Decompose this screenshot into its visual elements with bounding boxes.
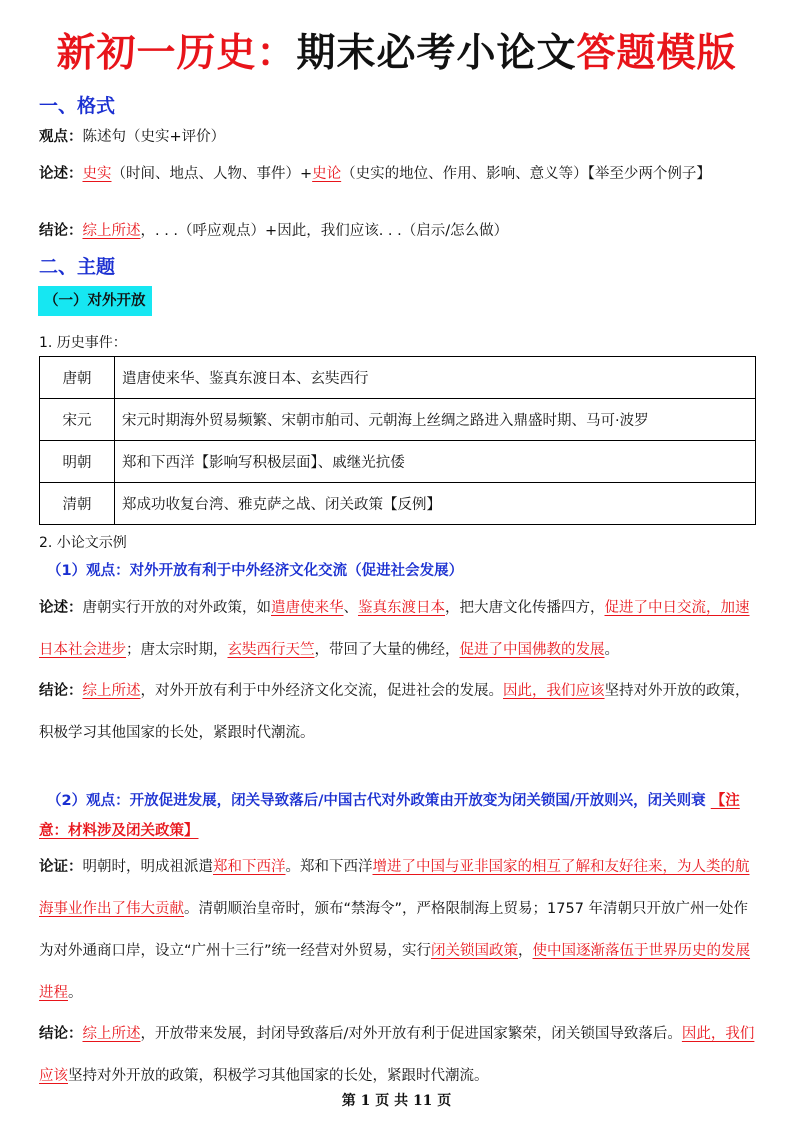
conclusion-summary: 综上所述 xyxy=(82,223,141,239)
ex2-highlight: 使中国逐渐落伍于世界历史的发展进程 xyxy=(39,943,751,1001)
ex1-arg-label: 论述： xyxy=(39,600,83,616)
table-row xyxy=(40,399,756,441)
ex1-text: ，对外开放有利于中外经济文化交流，促进社会的发展。 xyxy=(140,683,503,699)
ex1-highlight: 综上所述 xyxy=(82,683,141,699)
ex1-text: 。 xyxy=(604,642,619,658)
conclusion-label: 结论： xyxy=(39,223,83,239)
argument-theory-detail: （史实的地位、作用、影响、意义等）【举至少两个例子】 xyxy=(341,166,711,182)
title-part-1: 新初一历史： xyxy=(56,30,297,76)
events-label: 1. 历史事件： xyxy=(39,335,127,351)
ex1-con-label: 结论： xyxy=(39,683,83,699)
topic-heading: 二、主题 xyxy=(39,256,116,278)
ex1-highlight: 因此，我们应该 xyxy=(503,683,605,699)
ex2-text: 。郑和下西洋 xyxy=(285,859,373,875)
ex1-highlight: 玄奘西行天竺 xyxy=(227,642,315,658)
ex1-text: 、 xyxy=(343,600,358,616)
ex2-highlight: 因此，我们应该 xyxy=(39,1026,755,1084)
argument-fact: 史实 xyxy=(82,166,112,182)
ex2-arg-label: 论证： xyxy=(39,859,83,875)
events-cell: 郑和下西洋【影响写积极层面】、戚继光抗倭 xyxy=(115,441,756,483)
ex2-highlight: 闭关锁国政策 xyxy=(431,943,519,959)
dynasty-cell: 明朝 xyxy=(40,441,115,483)
ex1-text: ；唐太宗时期， xyxy=(126,642,228,658)
ex2-con-label: 结论： xyxy=(39,1026,83,1042)
ex2-text: ， xyxy=(518,943,533,959)
argument-fact-detail: （时间、地点、人物、事件）+ xyxy=(111,166,313,182)
table-row xyxy=(40,357,756,399)
viewpoint-label: 观点： xyxy=(39,129,83,145)
table-row xyxy=(40,483,756,525)
ex2-highlight: 郑和下西洋 xyxy=(213,859,286,875)
events-cell: 郑成功收复台湾、雅克萨之战、闭关政策【反例】 xyxy=(115,483,756,525)
format-viewpoint xyxy=(39,127,759,147)
viewpoint-text: 陈述句（史实+评价） xyxy=(82,129,226,145)
examples-label: 2. 小论文示例 xyxy=(39,535,127,551)
ex2-highlight: 综上所述 xyxy=(82,1026,141,1042)
ex1-text: 坚持对外开放的政策，积极学习其他国家的长处，紧跟时代潮流。 xyxy=(39,683,750,741)
ex1-text: 唐朝实行开放的对外政策，如 xyxy=(82,600,271,616)
subtopic-heading: （一）对外开放 xyxy=(38,286,152,316)
ex2-text: ，开放带来发展，封闭导致落后/对外开放有利于促进国家繁荣，闭关锁国导致落后。 xyxy=(140,1026,682,1042)
ex1-text: ，把大唐文化传播四方， xyxy=(445,600,605,616)
ex2-text: 。 xyxy=(68,985,83,1001)
ex2-warning: 【注意：材料涉及闭关政策】 xyxy=(39,793,740,839)
title-part-3: 答题模版 xyxy=(576,30,737,76)
ex1-highlight: 遣唐使来华 xyxy=(271,600,344,616)
dynasty-cell: 唐朝 xyxy=(40,357,115,399)
ex1-highlight: 鉴真东渡日本 xyxy=(358,600,445,616)
table-row xyxy=(40,441,756,483)
argument-label: 论述： xyxy=(39,166,83,182)
example-1-argument xyxy=(39,587,757,671)
conclusion-text: ，. . .（呼应观点）+因此，我们应该. . .（启示/怎么做） xyxy=(140,223,509,239)
ex1-highlight: 促进了中日交流，加速日本社会进步 xyxy=(39,600,750,658)
ex1-text: ，带回了大量的佛经， xyxy=(314,642,460,658)
events-cell: 遣唐使来华、鉴真东渡日本、玄奘西行 xyxy=(115,357,756,399)
ex2-text: 坚持对外开放的政策，积极学习其他国家的长处，紧跟时代潮流。 xyxy=(68,1068,489,1084)
example-2-argument xyxy=(39,846,757,1014)
events-table xyxy=(39,356,756,525)
ex2-text: 明朝时，明成祖派遣 xyxy=(82,859,213,875)
format-argument xyxy=(39,160,759,188)
example-2-viewpoint xyxy=(39,786,757,846)
events-cell: 宋元时期海外贸易频繁、宋朝市舶司、元朝海上丝绸之路进入鼎盛时期、马可·波罗 xyxy=(115,399,756,441)
format-conclusion xyxy=(39,221,759,241)
page-number: 第 1 页 共 11 页 xyxy=(341,1093,452,1109)
ex2-highlight: 增进了中国与亚非国家的相互了解和友好往来，为人类的航海事业作出了伟大贡献 xyxy=(39,859,750,917)
example-1-viewpoint: （1）观点：对外开放有利于中外经济文化交流（促进社会发展） xyxy=(47,563,464,579)
ex2-text: 。清朝顺治皇帝时，颁布“禁海令”，严格限制海上贸易；1757 年清朝只开放广州一处作为对外通商口岸，设立“广州十三行”统一经营对外贸易，实行 xyxy=(39,901,749,959)
example-1-conclusion xyxy=(39,670,757,754)
argument-theory: 史论 xyxy=(312,166,342,182)
title-part-2: 期末必考小论文 xyxy=(296,30,577,76)
ex1-highlight: 促进了中国佛教的发展 xyxy=(459,642,605,658)
ex2-point-text: （2）观点：开放促进发展，闭关导致落后/中国古代对外政策由开放变为闭关锁国/开放则兴，闭关则衰 xyxy=(47,793,706,809)
page-title xyxy=(0,22,793,78)
example-2-conclusion xyxy=(39,1013,757,1097)
dynasty-cell: 清朝 xyxy=(40,483,115,525)
dynasty-cell: 宋元 xyxy=(40,399,115,441)
format-heading: 一、格式 xyxy=(39,95,116,117)
